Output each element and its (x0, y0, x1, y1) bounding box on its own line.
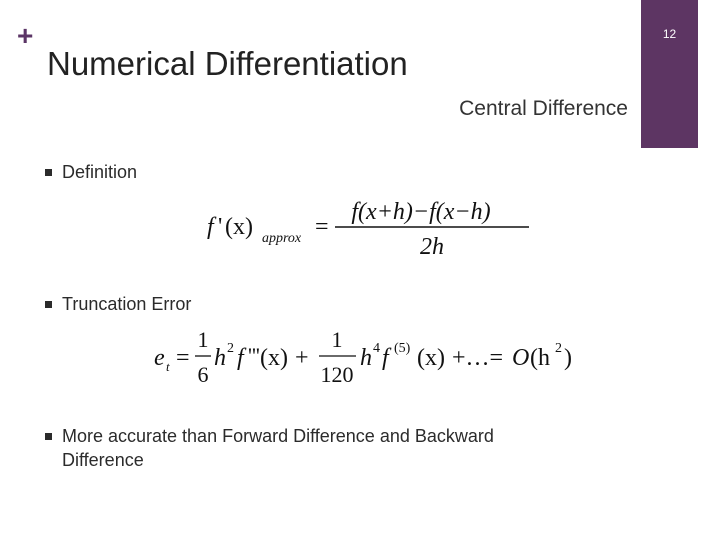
eq-numerator: f(x+h)−f(x−h) (351, 199, 491, 225)
slide-subtitle: Central Difference (459, 97, 628, 120)
eq-term1-arg: (x) (260, 345, 288, 371)
eq-lhs-subscript: t (166, 359, 170, 374)
eq-big-o-exp: 2 (555, 341, 562, 356)
bullet-square-icon (45, 433, 52, 440)
eq-term1-exp: 2 (227, 341, 234, 356)
bullet-text: More accurate than Forward Difference and Backward Difference (62, 426, 494, 470)
eq-tail: +…= (452, 345, 504, 371)
eq-frac2-den: 120 (320, 362, 354, 387)
bullet-item (45, 292, 191, 316)
eq-big-o-close: ) (564, 345, 572, 371)
bullet-item (45, 160, 137, 184)
eq-big-o: O (512, 345, 530, 371)
eq-lhs-prime: ' (218, 214, 223, 240)
central-difference-equation (205, 192, 535, 262)
eq-term1-primes: ''' (248, 343, 260, 368)
eq-term2-h: h (360, 345, 372, 371)
eq-plus: + (295, 345, 309, 371)
accent-sidebar (641, 0, 698, 148)
eq-term2-f: f (382, 345, 389, 371)
eq-term2-arg: (x) (417, 345, 445, 371)
bullet-square-icon (45, 169, 52, 176)
eq-term1-f: f (237, 345, 244, 371)
eq-term2-sup: (5) (394, 341, 411, 356)
slide-title: Numerical Differentiation (47, 45, 408, 82)
bullet-text: Definition (62, 162, 138, 182)
truncation-error-equation (152, 325, 592, 390)
slide-number: 12 (662, 27, 677, 41)
eq-term1-h: h (214, 345, 226, 371)
eq-term2-exp: 4 (373, 341, 380, 356)
eq-equals: = (176, 345, 190, 371)
eq-big-o-arg: (h (530, 345, 550, 371)
bullet-square-icon (45, 301, 52, 308)
eq-frac2-num: 1 (331, 327, 343, 352)
eq-frac1-den: 6 (197, 362, 209, 387)
corner-plus-mark: + (17, 20, 34, 51)
eq-frac1-num: 1 (197, 327, 209, 352)
eq-equals: = (315, 214, 329, 240)
eq-lhs-e: e (154, 345, 165, 371)
eq-lhs-subscript: approx (262, 231, 302, 246)
bullet-text: Truncation Error (62, 294, 192, 314)
eq-lhs-f: f (207, 214, 214, 240)
eq-denominator: 2h (420, 234, 444, 260)
eq-lhs-arg: (x) (225, 214, 253, 240)
bullet-item (45, 424, 565, 472)
